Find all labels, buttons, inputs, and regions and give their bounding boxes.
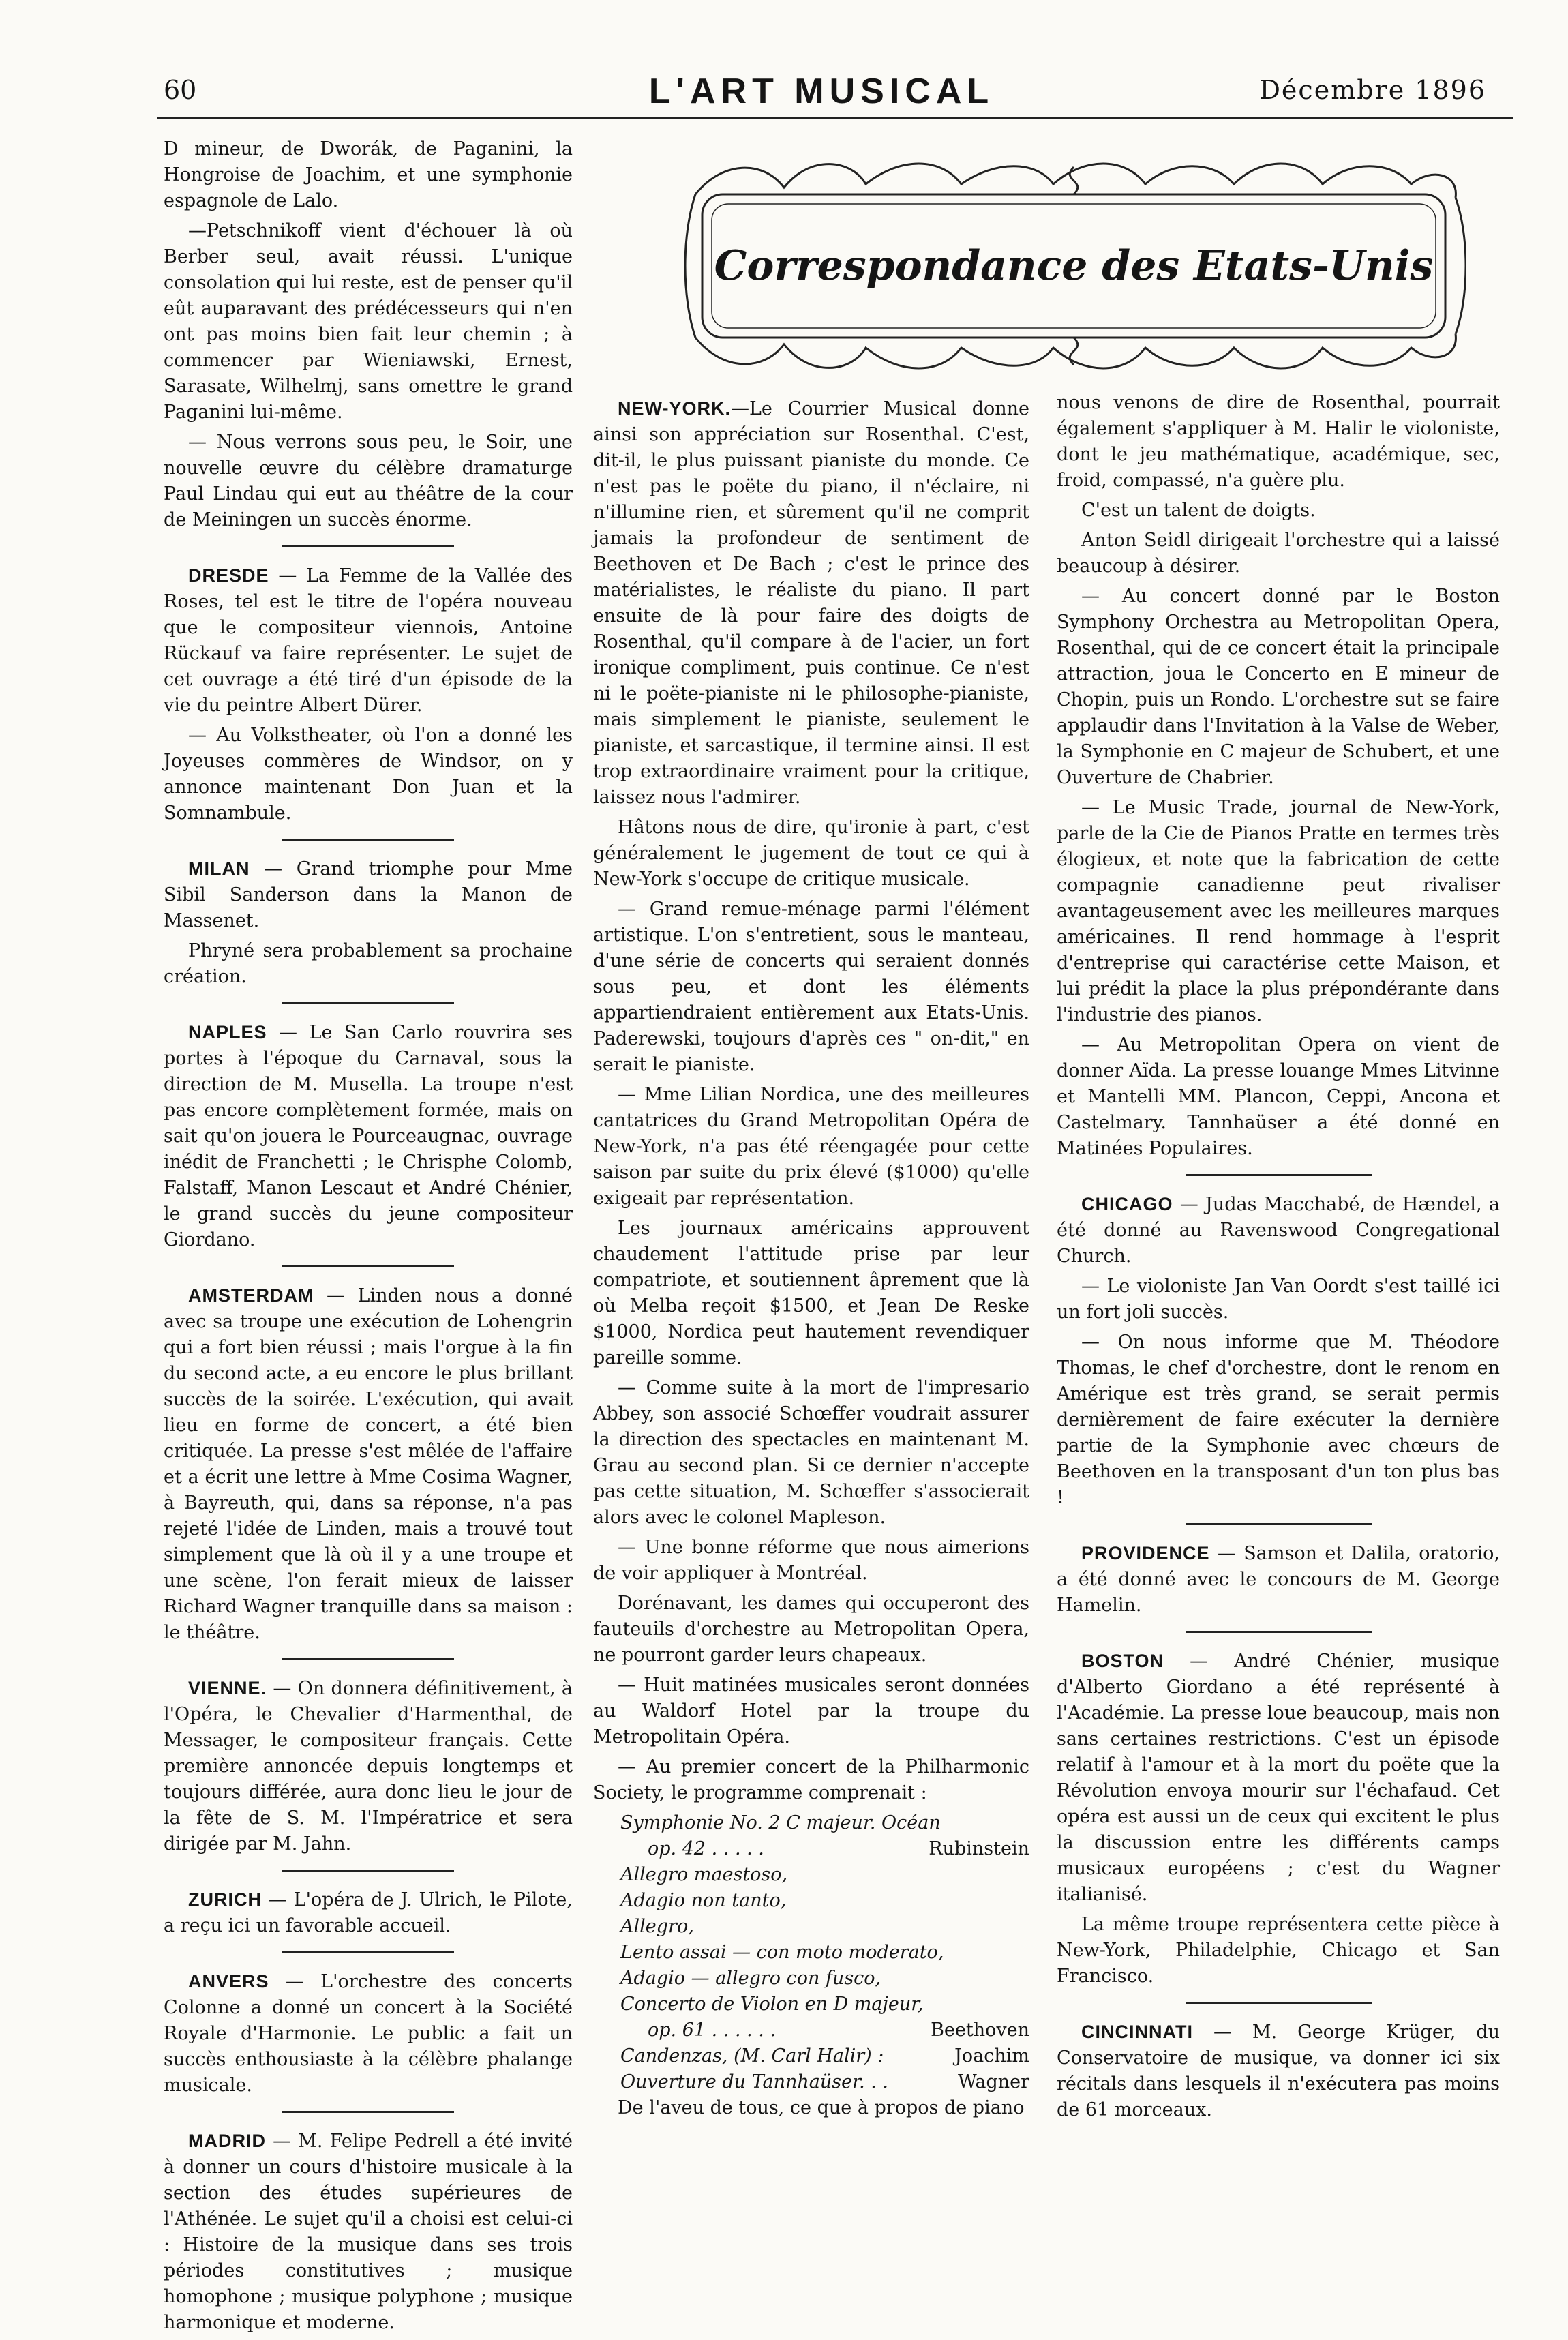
paragraph: — Nous verrons sous peu, le Soir, une nouvelle œuvre du célèbre dramaturge Paul Lindau qui eut au théâtre de la cour de Meiningen un succès énorme. [164, 432, 573, 530]
program-line [593, 1992, 1029, 2017]
paragraph: D mineur, de Dworák, de Paganini, la Hongroise de Joachim, et une symphonie espagnole de Lalo. [164, 138, 573, 211]
paragraph: — L'orchestre des concerts Colonne a donné un concert à la Société Royale d'Harmonie. Le public a fait un succès enthousiaste à la célèbre phalange musicale. [164, 1971, 573, 2096]
city-heading: PROVIDENCE [1081, 1543, 1210, 1563]
paragraph: — L'opéra de J. Ulrich, le Pilote, a reçu ici un favorable accueil. [164, 1889, 573, 1936]
header-rule [157, 117, 1513, 119]
paragraph: De l'aveu de tous, ce que à propos de piano [618, 2097, 1025, 2118]
program-line [593, 1914, 1029, 1940]
banner-title: Correspondance des Etats-Unis [714, 242, 1434, 290]
paragraph: C'est un talent de doigts. [1081, 500, 1316, 521]
separator [282, 1870, 454, 1872]
paragraph: Hâtons nous de dire, qu'ironie à part, c'est généralement le jugement de tout ce qui à New-York s'occupe de critique musicale. [593, 817, 1029, 890]
separator [282, 1002, 454, 1004]
program-work: Allegro maestoso, [620, 1864, 788, 1885]
city-heading: MADRID [188, 2131, 266, 2151]
page-number: 60 [164, 75, 197, 105]
paragraph: — Grand triomphe pour Mme Sibil Sanderson dans la Manon de Massenet. [164, 858, 573, 931]
program-work: Allegro, [620, 1916, 694, 1937]
program-line [593, 2017, 1029, 2043]
program-composer: Wagner [957, 2071, 1029, 2092]
paragraph: — Linden nous a donné avec sa troupe une exécution de Lohengrin qui a fort bien réussi ; mais l'orgue à la fin du second acte, a eu encore le plus brillant succès de la soirée. L'exécution, qui avait lieu en forme de concert, a été bien critiquée. La presse s'est mêlée de l'affaire et a écrit une lettre à Mme Cosima Wagner, à Bayreuth, qui, dans sa réponse, n'a pas rejeté l'idée de Linden, mais a trouvé tout simplement que là où il y a une troupe et une scène, l'on ferait mieux de laisser Richard Wagner tranquille dans sa maison : le théâtre. [164, 1285, 573, 1643]
program-composer: Rubinstein [929, 1838, 1029, 1859]
paragraph: —Petschnikoff vient d'échouer là où Berber seul, avait réussi. L'unique consolation qui lui reste, est de penser qu'il eût auparavant des prédécesseurs qui n'en ont pas moins bien fait leur chemin ; à commencer par Wieniawski, Ernest, Sarasate, Wilhelmj, sans omettre le grand Paganini lui-même. [164, 220, 573, 423]
paragraph: — Mme Lilian Nordica, une des meilleures cantatrices du Grand Metropolitan Opéra de New-York, n'a pas été réengagée pour cette saison par suite du prix élevé ($1000) qu'elle exigeait par représentation. [593, 1084, 1029, 1209]
separator [1186, 1174, 1372, 1176]
separator [1186, 1631, 1372, 1633]
column-middle [593, 395, 1029, 2125]
paragraph: Dorénavant, les dames qui occuperont des fauteuils d'orchestre au Metropolitan Opera, ne pourront garder leurs chapeaux. [593, 1593, 1029, 1666]
paragraph: — Le Music Trade, journal de New-York, parle de la Cie de Pianos Pratte en termes très élogieux, et note que la fabrication de cette compagnie canadienne peut rivaliser avantageusement avec les meilleures marques américaines. Il rend hommage à l'esprit d'entreprise qui caractérise cette Maison, et lui prédit la place la plus prépondérante dans l'industrie des pianos. [1057, 797, 1500, 1025]
separator [282, 1658, 454, 1660]
paragraph: —Le Courrier Musical donne ainsi son appréciation sur Rosenthal. C'est, dit-il, le plus puissant pianiste du monde. Ce n'est pas le poëte du piano, il n'éclaire, ni n'illumine rien, et sûrement qu'il ne comprit jamais la profondeur de sentiment de Beethoven et De Bach ; c'est le prince des matérialistes, le réaliste du piano. Il part ensuite de là pour faire des doigts de Rosenthal, qu'il compare à de l'acier, un fort ironique compliment, puis continue. Ce n'est ni le poëte-pianiste ni le philosophe-pianiste, mais simplement le pianiste, seulement le pianiste, et sarcastique, il termine ainsi. Il est trop extraordinaire vraiment pour la critique, laissez nous l'admirer. [593, 398, 1029, 808]
paragraph: — Une bonne réforme que nous aimerions de voir appliquer à Montréal. [593, 1537, 1029, 1584]
separator [282, 1951, 454, 1953]
paragraph: — Au premier concert de la Philharmonic Society, le programme comprenait : [593, 1756, 1029, 1803]
paragraph: — Le San Carlo rouvrira ses portes à l'époque du Carnaval, sous la direction de M. Musella. La troupe n'est pas encore complètement formée, mais on sait qu'on jouera le Pourceaugnac, ouvrage inédit de Franchetti ; le Chrisphe Colomb, Falstaff, Manon Lescaut et André Chénier, le grand succès du jeune compositeur Giordano. [164, 1022, 573, 1250]
program-work: Symphonie No. 2 C majeur. Océan [620, 1812, 941, 1833]
program-line [593, 1810, 1029, 1836]
paragraph: — Au Volkstheater, où l'on a donné les Joyeuses commères de Windsor, on y annonce maintenant Don Juan et la Somnambule. [164, 725, 573, 824]
paragraph: — Comme suite à la mort de l'impresario Abbey, son associé Schœffer voudrait assurer la direction des spectacles en maintenant M. Grau au second plan. Si ce dernier n'accepte pas cette situation, M. Schœffer s'associerait alors avec le colonel Mapleson. [593, 1377, 1029, 1528]
city-heading: NAPLES [188, 1022, 267, 1042]
city-heading: MILAN [188, 858, 250, 879]
separator [282, 1265, 454, 1268]
city-heading: AMSTERDAM [188, 1285, 314, 1306]
section-banner [682, 153, 1466, 378]
program-line [593, 1836, 1029, 1862]
city-heading: VIENNE. [188, 1678, 267, 1698]
program-work: Lento assai — con moto moderato, [620, 1942, 944, 1963]
paragraph: — M. George Krüger, du Conservatoire de musique, va donner ici six récitals dans lesquels il n'exécutera pas moins de 61 morceaux. [1057, 2022, 1500, 2120]
issue-date: Décembre 1896 [1259, 75, 1486, 105]
city-heading: BOSTON [1081, 1651, 1164, 1671]
paragraph: — Au concert donné par le Boston Symphony Orchestra au Metropolitan Opera, Rosenthal, qui de ce concert était la principale attraction, joua le Concerto en E mineur de Chopin, puis un Rondo. L'orchestre sut se faire applaudir dans l'Invitation à la Valse de Weber, la Symphonie en C majeur de Schubert, et une Ouverture de Chabrier. [1057, 586, 1500, 788]
city-heading: CINCINNATI [1081, 2022, 1193, 2042]
separator [282, 545, 454, 548]
program-line [593, 2069, 1029, 2095]
program-work: op. 42 . . . . . [648, 1838, 764, 1859]
paragraph: — André Chénier, musique d'Alberto Giordano a été représenté à l'Académie. La presse loue beaucoup, mais non sans certaines restrictions. C'est un épisode relatif à l'amour et à la mort du poëte que la Révolution envoya mourir sur l'échafaud. Cet opéra est aussi un de ceux qui excitent le plus la discussion entre les différents camps musicaux européens ; c'est du Wagner italianisé. [1057, 1651, 1500, 1905]
program-composer: Beethoven [931, 2020, 1029, 2041]
paragraph: — Le violoniste Jan Van Oordt s'est taillé ici un fort joli succès. [1057, 1276, 1500, 1323]
page-header [157, 68, 1486, 116]
paragraph: Anton Seidl dirigeait l'orchestre qui a laissé beaucoup à désirer. [1057, 530, 1500, 577]
paragraph: — On nous informe que M. Théodore Thomas, le chef d'orchestre, dont le renom en Amérique est très grand, se serait permis dernièrement de faire exécuter la dernière partie de la Symphonie avec chœurs de Beethoven en la transposant d'un ton plus bas ! [1057, 1332, 1500, 1508]
paragraph: La même troupe représentera cette pièce à New-York, Philadelphie, Chicago et San Francisco. [1057, 1914, 1500, 1987]
concert-program [593, 1810, 1029, 2095]
program-line [593, 1862, 1029, 1888]
paragraph: Les journaux américains approuvent chaudement l'attitude prise par leur compatriote, et soutiennent âprement que là où Melba reçoit $1500, et Jean De Reske $1000, Nordica peut hautement revendiquer pareille somme. [593, 1218, 1029, 1368]
paragraph: — Samson et Dalila, oratorio, a été donné avec le concours de M. George Hamelin. [1057, 1543, 1500, 1616]
separator [282, 839, 454, 841]
paragraph: — La Femme de la Vallée des Roses, tel est le titre de l'opéra nouveau que le compositeur viennois, Antoine Rückauf va faire représenter. Le sujet de cet ouvrage a été tiré d'un épisode de la vie du peintre Albert Dürer. [164, 565, 573, 716]
city-heading: DRESDE [188, 565, 269, 586]
program-line [593, 1966, 1029, 1992]
program-work: Adagio non tanto, [620, 1890, 787, 1911]
paragraph: — On donnera définitivement, à l'Opéra, le Chevalier d'Harmenthal, de Messager, le compositeur français. Cette première annoncée depuis longtemps et toujours différée, aura donc lieu le jour de la fête de S. M. l'Impératrice et sera dirigée par M. Jahn. [164, 1678, 573, 1855]
paragraph: nous venons de dire de Rosenthal, pourrait également s'appliquer à M. Halir le violoniste, dont le jeu mathématique, académique, sec, froid, compassé, n'a guère plu. [1057, 392, 1500, 491]
city-heading: NEW-YORK. [618, 398, 731, 419]
program-work: Concerto de Violon en D majeur, [620, 1994, 924, 2015]
program-composer: Joachim [954, 2045, 1029, 2067]
column-left [164, 136, 573, 2340]
paragraph: — Huit matinées musicales seront données au Waldorf Hotel par la troupe du Metropolitain Opéra. [593, 1675, 1029, 1747]
city-heading: CHICAGO [1081, 1194, 1173, 1214]
program-line [593, 1940, 1029, 1966]
program-line [593, 2043, 1029, 2069]
separator [282, 2111, 454, 2113]
city-heading: ZURICH [188, 1889, 262, 1910]
paragraph: — Judas Macchabé, de Hændel, a été donné au Ravenswood Congregational Church. [1057, 1194, 1500, 1267]
program-work: Adagio — allegro con fusco, [620, 1968, 881, 1989]
paragraph: — Au Metropolitan Opera on vient de donner Aïda. La presse louange Mmes Litvinne et Mantelli MM. Plancon, Ceppi, Ancona et Castelmary. Tannhaüser a été donné en Matinées Populaires. [1057, 1034, 1500, 1159]
separator [1186, 2002, 1372, 2004]
paragraph: — M. Felipe Pedrell a été invité à donner un cours d'histoire musicale à la section des études supérieures de l'Athénée. Le sujet qu'il a choisi est celui-ci : Histoire de la musique dans ses trois périodes constitutives ; musique homophone ; musique polyphone ; musique harmonique et moderne. [164, 2131, 573, 2333]
program-work: Ouverture du Tannhaüser. . . [620, 2071, 888, 2092]
paragraph: — Grand remue-ménage parmi l'élément artistique. L'on s'entretient, sous le manteau, d'une série de concerts qui seraient donnés sous peu, et dont les éléments appartiendraient entièrement aux Etats-Unis. Paderewski, toujours d'après ces " on-dit," en serait le pianiste. [593, 899, 1029, 1075]
program-work: Candenzas, (M. Carl Halir) : [620, 2045, 884, 2067]
separator [1186, 1523, 1372, 1525]
column-right [1057, 390, 1500, 2127]
paragraph: Phryné sera probablement sa prochaine création. [164, 940, 573, 987]
program-line [593, 1888, 1029, 1914]
journal-title: L'ART MUSICAL [648, 72, 995, 111]
city-heading: ANVERS [188, 1971, 269, 1992]
program-work: op. 61 . . . . . . [648, 2020, 777, 2041]
